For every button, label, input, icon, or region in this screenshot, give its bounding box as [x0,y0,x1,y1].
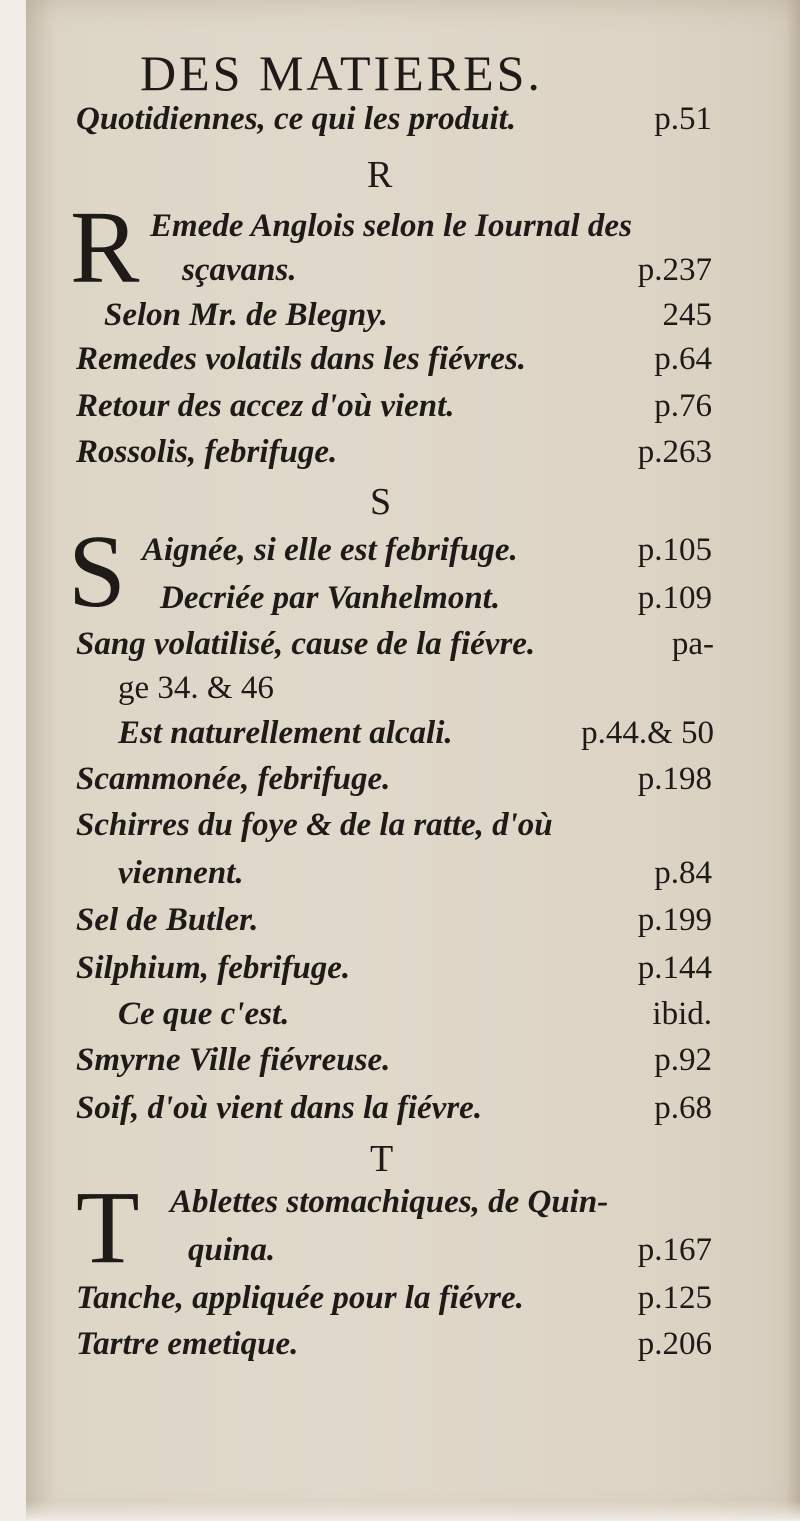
index-entry-text: ge 34. & 46 [118,670,274,706]
index-entry-text: Quotidiennes, ce qui les produit. [76,101,517,137]
index-entry-text: quina. [188,1232,276,1268]
index-entry-page: p.51 [654,101,712,137]
index-entry-text: Silphium, febrifuge. [76,950,351,986]
index-entry-page: p.92 [654,1042,712,1078]
section-letter-r: R [367,154,393,196]
index-entry-page: ibid. [652,996,712,1032]
index-entry-page: p.263 [637,434,712,470]
drop-cap-t: T [76,1170,140,1285]
index-entry-page: p.64 [654,341,712,377]
index-entry-text: Soif, d'où vient dans la fiévre. [76,1090,483,1126]
index-entry-text: Tanche, appliquée pour la fiévre. [76,1280,524,1316]
index-entry-page: pa- [671,626,714,662]
drop-cap-r: R [70,190,140,305]
index-entry-text: Schirres du foye & de la ratte, d'où [76,807,553,843]
index-entry-page: 245 [662,297,712,333]
index-entry-page: p.144 [637,950,712,986]
index-entry-page: p.44.& 50 [581,715,714,751]
index-entry-text: Aignée, si elle est febrifuge. [142,532,518,568]
page-heading: DES MATIERES. [140,45,543,101]
section-letter-t: T [370,1138,394,1180]
index-entry-page: p.125 [637,1280,712,1316]
index-entry-text: Selon Mr. de Blegny. [104,297,388,333]
index-entry-page: p.198 [637,761,712,797]
index-entry-text: Tartre emetique. [76,1326,299,1362]
index-entry-page: p.84 [654,855,712,891]
index-entry-text: Sang volatilisé, cause de la fiévre. [76,626,536,662]
drop-cap-s: S [68,514,126,629]
index-entry-text: Sel de Butler. [76,902,259,938]
index-entry-page: p.199 [637,902,712,938]
section-letter-s: S [370,481,392,523]
index-entry-page: p.167 [637,1232,712,1268]
index-entry-text: Retour des accez d'où vient. [76,388,455,424]
index-entry-page: p.109 [637,580,712,616]
index-entry-page: p.68 [654,1090,712,1126]
index-entry-text: Ce que c'est. [118,996,290,1032]
index-entry-text: Scammonée, febrifuge. [76,761,391,797]
index-entry-text: Remedes volatils dans les fiévres. [76,341,527,377]
index-entry-text: Decriée par Vanhelmont. [160,580,501,616]
index-entry-text: Rossolis, febrifuge. [76,434,338,470]
index-entry-page: p.105 [637,532,712,568]
index-entry-text: Smyrne Ville fiévreuse. [76,1042,391,1078]
index-entry-page: p.206 [637,1326,712,1362]
index-entry-text: Emede Anglois selon le Iournal des [150,208,632,244]
index-entry-text: sçavans. [182,252,297,288]
index-entry-text: viennent. [118,855,244,891]
index-entry-page: p.237 [637,252,712,288]
index-entry-text: Est naturellement alcali. [118,715,453,751]
index-entry-text: Ablettes stomachiques, de Quin- [170,1184,609,1220]
index-entry-page: p.76 [654,388,712,424]
